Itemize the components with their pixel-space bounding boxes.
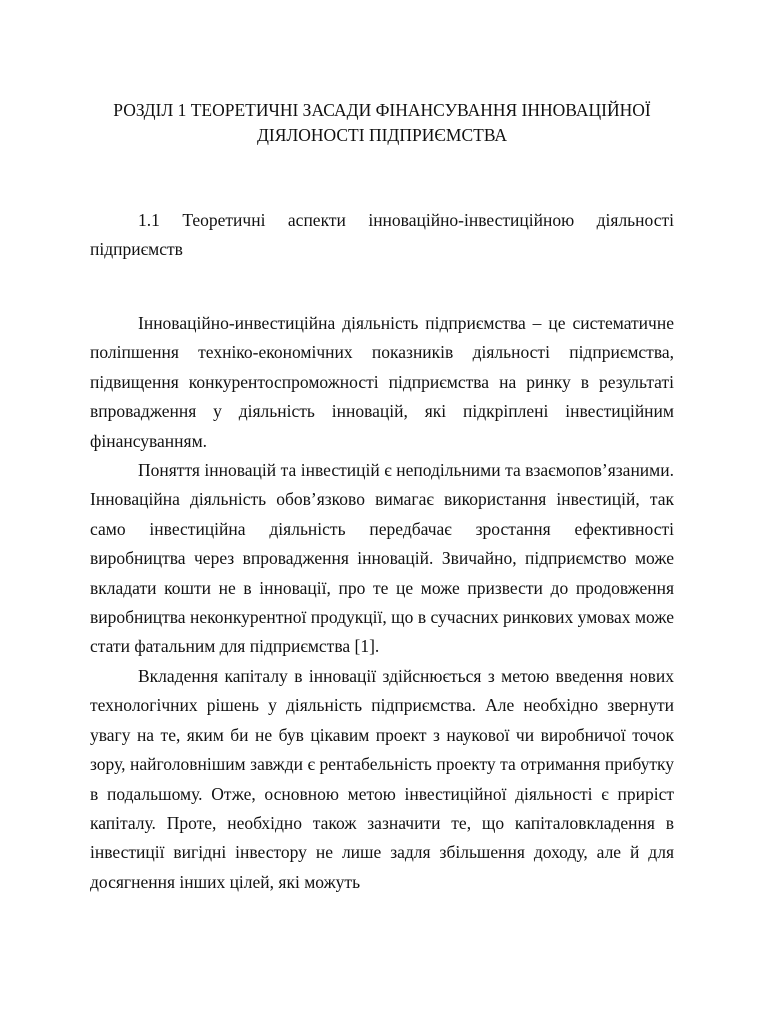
- paragraph-3: Вкладення капіталу в інновації здійснюється з метою введення нових технологічних рішень у діяльність підприємства. Але необхідно звернути увагу на те, яким би не був цікавим проект з наукової чи виробничої точок зору, найголовнішим завжди є рентабельність проекту та отримання прибутку в подальшому. Отже, основною метою інвестиційної діяльності є приріст капіталу. Проте, необхідно також зазначити те, що капіталовкладення в інвестиції вигідні інвестору не лише задля збільшення доходу, але й для досягнення інших цілей, які можуть: [90, 665, 674, 892]
- section-heading: 1.1 Теоретичні аспекти інноваційно-інвестиційною діяльності підприємств: [90, 210, 674, 259]
- chapter-title-line-1: РОЗДІЛ 1 ТЕОРЕТИЧНІ ЗАСАДИ ФІНАНСУВАННЯ ІННОВАЦІЙНОЇ: [113, 100, 651, 120]
- body-text: [90, 309, 674, 897]
- chapter-title-line-2: ДІЯЛОНОСТІ ПІДПРИЄМСТВА: [256, 125, 508, 145]
- chapter-title: [90, 98, 674, 148]
- document-page: [90, 98, 674, 897]
- paragraph-1: Інноваційно-инвестиційна діяльність підприємства – це систематичне поліпшення техніко-економічних показників діяльності підприємства, підвищення конкурентоспроможності підприємства на ринку в результаті впровадження у діяльність інновацій, які підкріплені інвестиційним фінансуванням.: [90, 313, 674, 451]
- paragraph-2: Поняття інновацій та інвестицій є неподільними та взаємопов’язаними. Інноваційна діяльність обов’язково вимагає використання інвестицій, так само інвестиційна діяльність передбачає зростання ефективності виробництва через впровадження інновацій. Звичайно, підприємство може вкладати кошти не в інновації, про те це може призвести до продовження виробництва неконкурентної продукції, що в сучасних ринкових умовах може стати фатальним для підприємства [1].: [90, 460, 674, 657]
